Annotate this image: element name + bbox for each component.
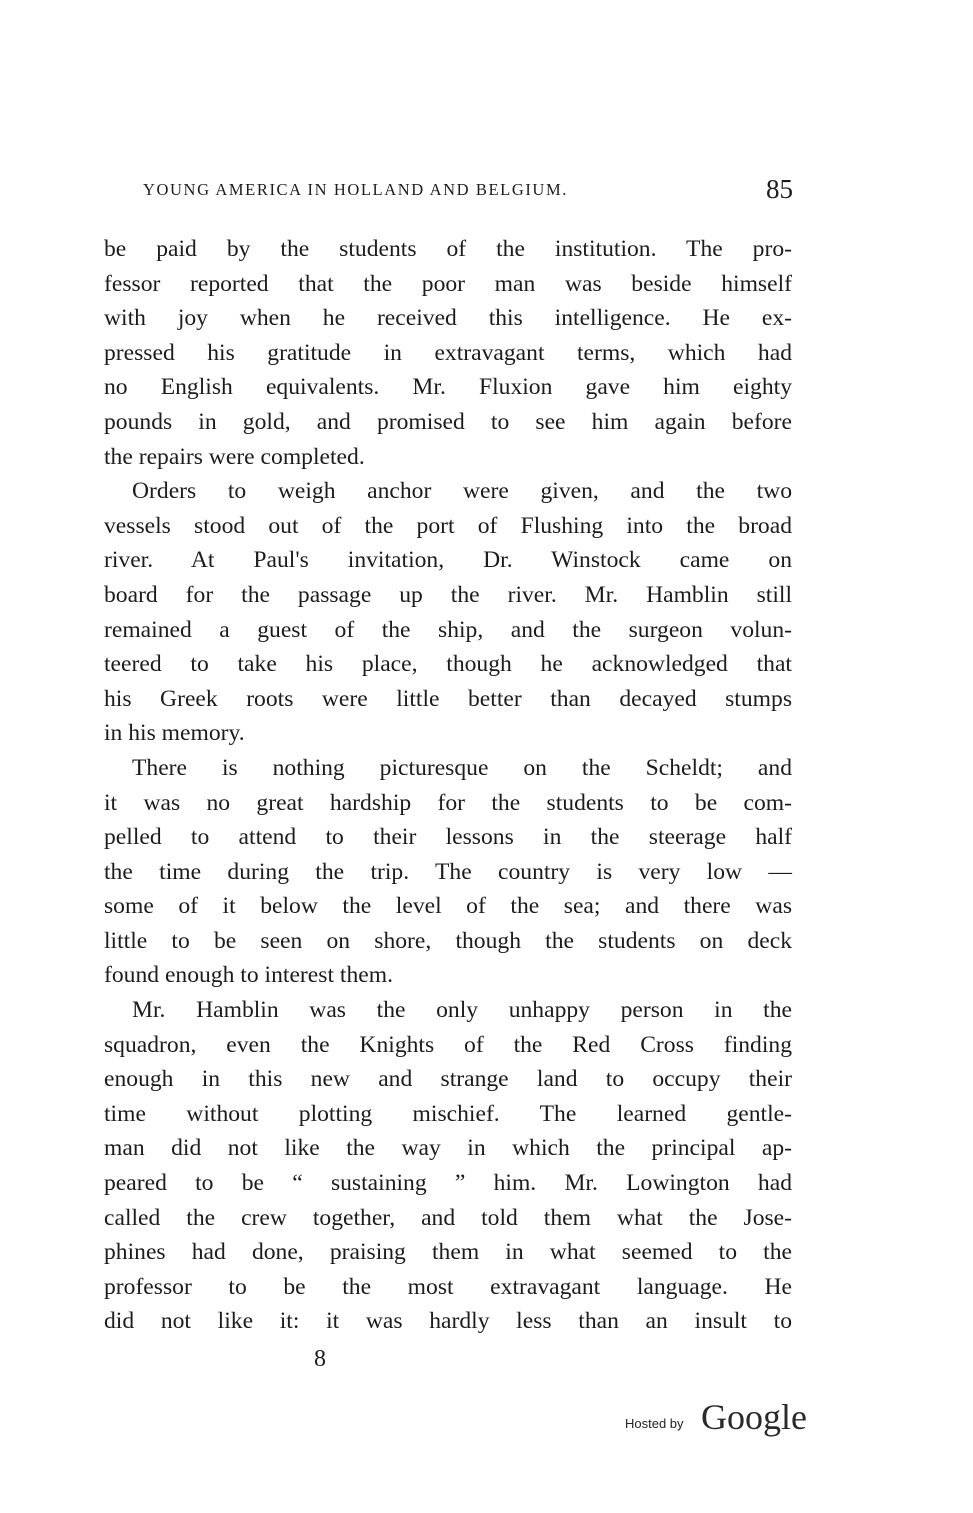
text-line: squadron, even the Knights of the Red Cross finding [104, 1031, 792, 1058]
text-line: Mr. Hamblin was the only unhappy person in the [132, 997, 792, 1024]
text-line: called the crew together, and told them what the Jose- [104, 1204, 792, 1231]
text-line: be paid by the students of the institution. The pro- [104, 236, 792, 262]
text-line: vessels stood out of the port of Flushing into the broad [104, 512, 792, 539]
text-line: peared to be “ sustaining ” him. Mr. Lowington had [104, 1170, 792, 1197]
text-line: man did not like the way in which the principal ap- [104, 1135, 792, 1162]
text-line: phines had done, praising them in what seemed to the [104, 1239, 792, 1266]
running-head [143, 174, 793, 206]
text-line: some of it below the level of the sea; and there was [104, 893, 792, 920]
text-line: pressed his gratitude in extravagant terms, which had [104, 339, 792, 366]
running-title: YOUNG AMERICA IN HOLLAND AND BELGIUM. [143, 180, 568, 199]
text-line: teered to take his place, though he acknowledged that [104, 651, 792, 678]
hosted-by-google-watermark [625, 1396, 825, 1440]
text-line: found enough to interest them. [104, 962, 393, 989]
text-line: the time during the trip. The country is very low — [104, 858, 792, 885]
text-line: fessor reported that the poor man was beside himself [104, 270, 792, 297]
text-line: time without plotting mischief. The learned gentle- [104, 1100, 792, 1127]
text-line: little to be seen on shore, though the students on deck [104, 927, 792, 954]
google-logo: Google [701, 1397, 807, 1437]
page-number: 85 [766, 174, 793, 204]
text-line: the repairs were completed. [104, 443, 365, 470]
text-line: There is nothing picturesque on the Scheldt; and [132, 754, 792, 781]
text-line: professor to be the most extravagant language. He [104, 1273, 792, 1300]
text-line: pounds in gold, and promised to see him again before [104, 408, 792, 435]
printer-signature-mark: 8 [314, 1346, 326, 1372]
text-line: in his memory. [104, 720, 245, 747]
text-line: with joy when he received this intelligence. He ex- [104, 305, 792, 332]
text-line: no English equivalents. Mr. Fluxion gave him eighty [104, 374, 792, 401]
text-line: river. At Paul's invitation, Dr. Winstock came on [104, 547, 792, 574]
text-line: Orders to weigh anchor were given, and the two [132, 478, 792, 505]
text-line: it was no great hardship for the students to be com- [104, 789, 792, 816]
text-line: enough in this new and strange land to occupy their [104, 1066, 792, 1093]
hosted-by-label: Hosted by [625, 1416, 684, 1431]
body-text [104, 232, 792, 1339]
text-line: his Greek roots were little better than decayed stumps [104, 685, 792, 712]
text-line: pelled to attend to their lessons in the steerage half [104, 824, 792, 851]
text-line: board for the passage up the river. Mr. Hamblin still [104, 581, 792, 608]
text-line: did not like it: it was hardly less than an insult to [104, 1308, 792, 1335]
text-line: remained a guest of the ship, and the surgeon volun- [104, 616, 792, 643]
